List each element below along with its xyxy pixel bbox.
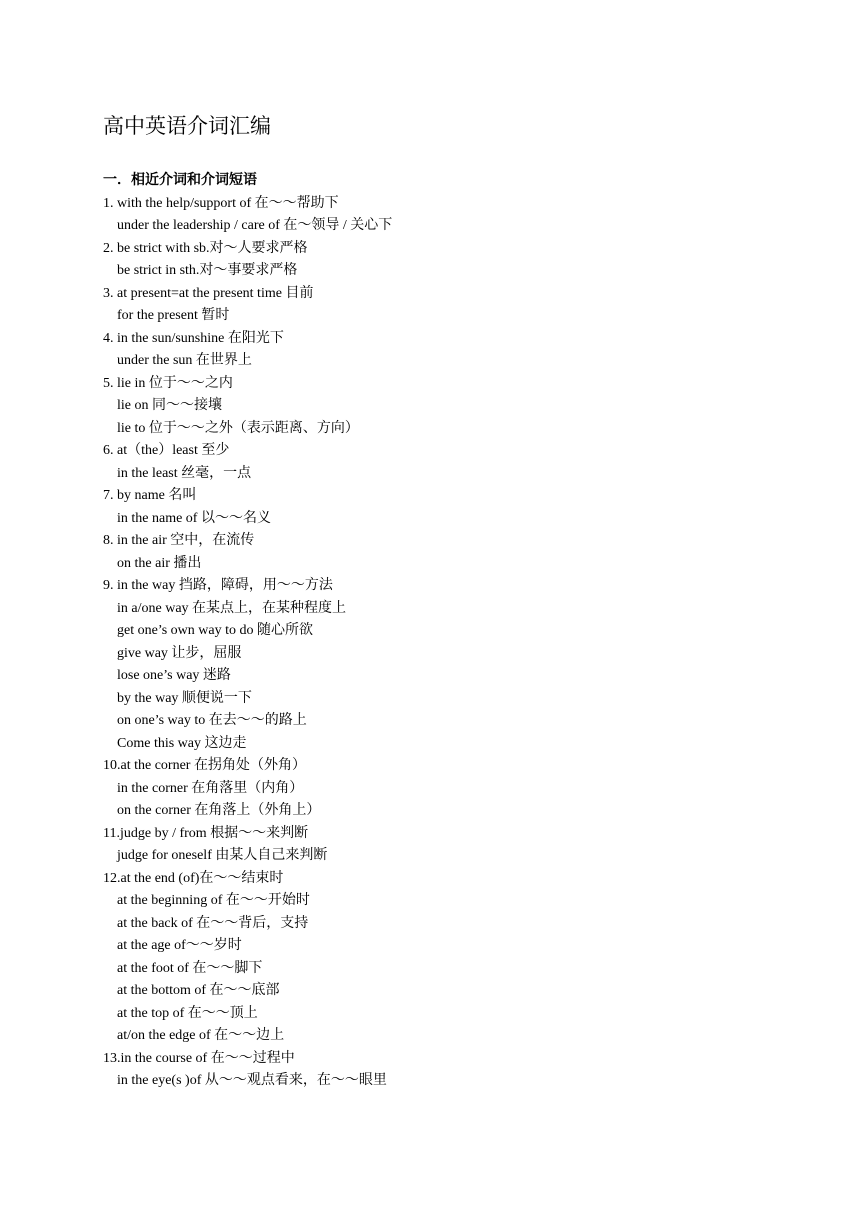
phrase-line: on the corner 在角落上（外角上） xyxy=(117,803,321,818)
phrase-line: give way 让步，屈服 xyxy=(117,645,242,661)
phrase-line: 8. in the air 空中，在流传 xyxy=(103,533,255,548)
phrase-line: 4. in the sun/sunshine 在阳光下 xyxy=(103,330,284,346)
phrase-line: get one’s own way to do 随心所欲 xyxy=(117,623,313,638)
phrase-line: 10.at the corner 在拐角处（外角） xyxy=(103,758,306,773)
phrase-line: 1. with the help/support of 在～～帮助下 xyxy=(103,195,339,211)
phrase-line: 13.in the course of 在～～过程中 xyxy=(103,1050,295,1066)
phrase-line: under the sun 在世界上 xyxy=(117,353,252,368)
phrase-line: 3. at present=at the present time 目前 xyxy=(103,285,314,301)
phrase-line: lie to 位于～～之外（表示距离、方向） xyxy=(117,420,359,436)
phrase-line: by the way 顺便说一下 xyxy=(117,690,252,706)
phrase-line: 9. in the way 挡路，障碍，用～～方法 xyxy=(103,578,333,593)
phrase-line: under the leadership / care of 在～领导 / 关心下 xyxy=(117,218,393,233)
phrase-line: in the corner 在角落里（内角） xyxy=(117,780,304,796)
phrase-line: judge for oneself 由某人自己来判断 xyxy=(117,848,328,863)
phrase-line: 5. lie in 位于～～之内 xyxy=(103,375,233,391)
phrase-line: at the foot of 在～～脚下 xyxy=(117,960,263,976)
phrase-line: lose one’s way 迷路 xyxy=(117,668,231,683)
phrase-line: on the air 播出 xyxy=(117,555,202,571)
phrase-line: at the age of～～岁时 xyxy=(117,938,242,953)
phrase-list xyxy=(103,193,392,1093)
phrase-line: on one’s way to 在去～～的路上 xyxy=(117,713,307,728)
phrase-line: lie on 同～～接壤 xyxy=(117,398,222,413)
phrase-line: at the bottom of 在～～底部 xyxy=(117,983,280,998)
phrase-line: Come this way 这边走 xyxy=(117,735,247,751)
phrase-line: 12.at the end (of)在～～结束时 xyxy=(103,870,284,886)
phrase-line: be strict in sth.对～事要求严格 xyxy=(117,263,298,278)
phrase-line: 11.judge by / from 根据～～来判断 xyxy=(103,825,309,841)
phrase-line: 7. by name 名叫 xyxy=(103,488,197,503)
section-heading: 一．相近介词和介词短语 xyxy=(103,173,257,188)
phrase-line: in a/one way 在某点上，在某种程度上 xyxy=(117,600,347,616)
phrase-line: in the least 丝毫，一点 xyxy=(117,465,252,481)
phrase-line: at the back of 在～～背后，支持 xyxy=(117,915,309,931)
phrase-line: for the present 暂时 xyxy=(117,308,230,323)
phrase-line: at the top of 在～～顶上 xyxy=(117,1005,258,1021)
phrase-line: at/on the edge of 在～～边上 xyxy=(117,1028,285,1043)
phrase-line: in the name of 以～～名义 xyxy=(117,510,271,526)
phrase-line: at the beginning of 在～～开始时 xyxy=(117,893,310,908)
phrase-line: 6. at（the）least 至少 xyxy=(103,443,230,458)
phrase-line: in the eye(s )of 从～～观点看来，在～～眼里 xyxy=(117,1073,387,1088)
document-title: 高中英语介词汇编 xyxy=(103,114,271,138)
phrase-line: 2. be strict with sb.对～人要求严格 xyxy=(103,240,308,256)
